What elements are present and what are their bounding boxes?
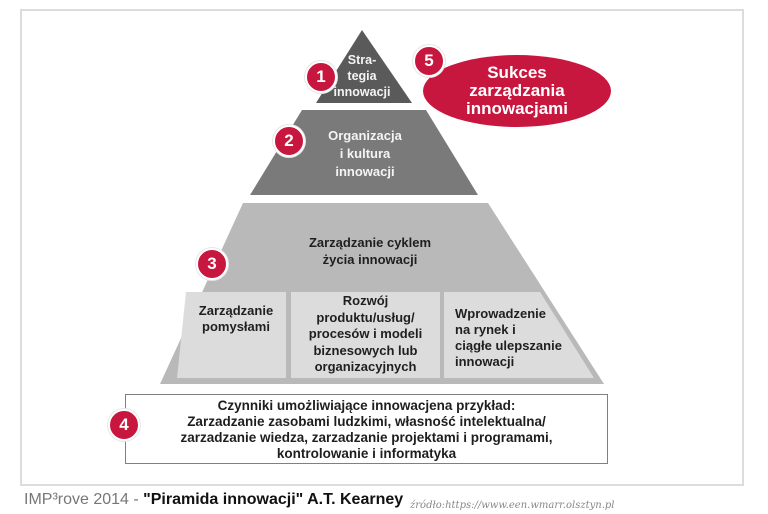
layer-2-line: Organizacja	[328, 128, 402, 143]
source-note: źródło:https://www.een.wmarr.olsztyn.pl	[410, 500, 615, 511]
sub-block-development	[291, 293, 440, 376]
enablers-line: kontrolowanie i informatyka	[276, 446, 457, 461]
layer-2-line: innowacji	[335, 164, 395, 179]
enablers-line: Zarzadzanie zasobami ludzkimi, własność intelektualna/	[187, 414, 546, 429]
layer-2-label	[300, 127, 430, 181]
sub-block-line: ciągłe ulepszanie	[455, 338, 562, 353]
badge-4: 4	[108, 409, 140, 441]
success-line: Sukces	[487, 63, 547, 82]
success-ellipse	[423, 55, 611, 127]
sub-block-line: Zarządzanie	[198, 303, 274, 318]
sub-block-line: produktu/usług/	[316, 309, 415, 325]
badge-3: 3	[196, 248, 228, 280]
sub-block-line: Wprowadzenie	[455, 306, 547, 321]
layer-1-line: tegia	[347, 69, 377, 83]
sub-block-line: organizacyjnych	[314, 359, 417, 374]
badge-5: 5	[413, 45, 445, 77]
sub-block-ideas	[186, 303, 286, 335]
sub-block-line: pomysłami	[202, 319, 270, 334]
layer-2-line: i kultura	[339, 146, 391, 161]
layer-3-label	[270, 234, 470, 268]
enablers-line: Czynniki umożliwiające innowacjena przykład:	[217, 398, 516, 413]
layer-1-line: Stra-	[347, 53, 377, 67]
badge-2: 2	[273, 125, 305, 157]
sub-block-line: procesów i modeli	[308, 326, 423, 341]
sub-block-line: na rynek i	[455, 322, 516, 337]
sub-block-line: Rozwój	[342, 293, 389, 308]
success-line: innowacjami	[465, 99, 569, 118]
success-line: zarządzania	[469, 81, 565, 100]
sub-block-line: innowacji	[455, 354, 515, 369]
badge-1: 1	[305, 61, 337, 93]
sub-block-market	[455, 306, 585, 370]
layer-1-line: innowacji	[333, 85, 391, 99]
figure-caption	[24, 491, 403, 509]
sub-block-line: biznesowych lub	[313, 342, 418, 358]
caption-title: "Piramida innowacji" A.T. Kearney	[143, 491, 404, 508]
layer-3-line: Zarządzanie cyklem	[308, 235, 432, 250]
caption-prefix: IMP³rove 2014 -	[24, 491, 144, 508]
layer-3-line: życia innowacji	[322, 252, 418, 267]
enablers-line: zarzadzanie wiedza, zarzadzanie projektami i programami,	[180, 430, 553, 445]
enablers-box	[125, 394, 608, 464]
